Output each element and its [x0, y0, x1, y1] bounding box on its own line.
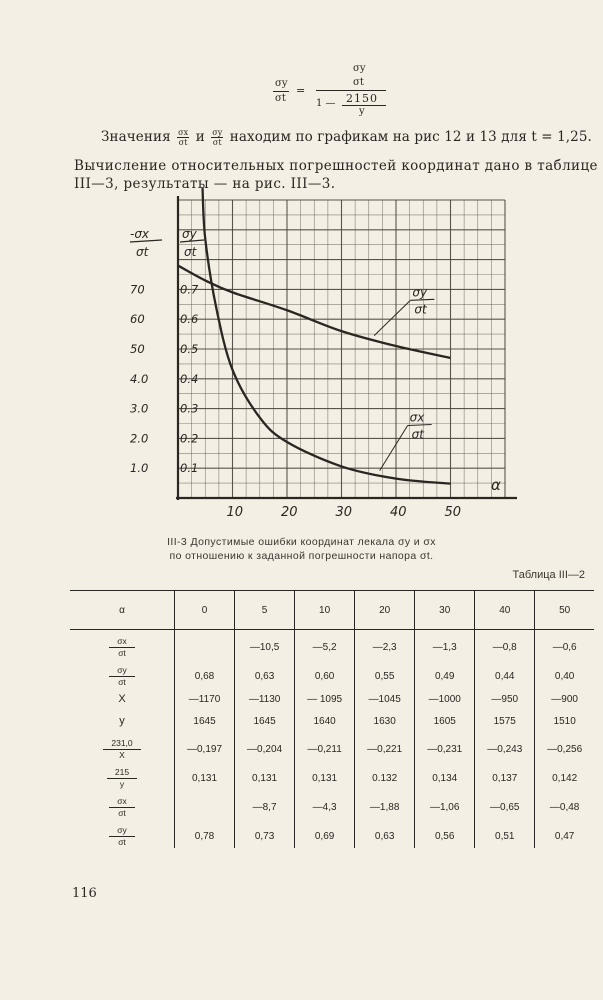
- row-header-fraction: [109, 796, 135, 819]
- table-cell: 0,69: [295, 819, 355, 848]
- series-label-x-leader: [380, 426, 408, 471]
- table-cell: —1045: [355, 688, 415, 710]
- table-row: [70, 688, 594, 710]
- table-cell: 0,49: [415, 659, 475, 688]
- table-cell: —0,204: [235, 732, 295, 761]
- table-cell: 0,131: [175, 761, 235, 790]
- table-cell: —0,243: [475, 732, 535, 761]
- y-tick-label-inner: 0.7: [180, 282, 199, 297]
- y-label-inner-num: σy: [182, 227, 197, 241]
- table-cell: —1,06: [415, 790, 475, 819]
- page-number: 116: [72, 886, 97, 901]
- series-label-y-den: σt: [414, 302, 427, 317]
- y-tick-label-outer: 60: [130, 312, 145, 327]
- y-tick-label-inner: 0.5: [180, 342, 199, 356]
- row-header: [70, 630, 175, 660]
- row-header: [70, 659, 175, 688]
- table-cell: —0,221: [355, 732, 415, 761]
- row-header-den: y: [119, 779, 125, 789]
- table-cell: 0,60: [295, 659, 355, 688]
- table-label: Таблица III—2: [512, 569, 585, 581]
- y-tick-label-inner: 0.3: [180, 401, 199, 416]
- formula-inner-den: y: [359, 106, 365, 117]
- table-row: [70, 732, 594, 761]
- table-cell: 1575: [475, 710, 535, 732]
- table-cell: —2,3: [355, 630, 415, 660]
- chart-axes: [176, 196, 517, 500]
- formula-main-bar: [316, 90, 386, 91]
- text-line-1-start: Значения: [101, 129, 171, 145]
- y-tick-label-outer: 3.0: [130, 401, 149, 416]
- row-header: [70, 790, 175, 819]
- table-cell: —0,231: [415, 732, 475, 761]
- header-alpha: α: [70, 591, 175, 630]
- table-cell: —0,211: [295, 732, 355, 761]
- table-row: [70, 659, 594, 688]
- table-cell: 0,131: [235, 761, 295, 790]
- header-col-1: 5: [235, 591, 295, 630]
- row-header-fraction: [103, 738, 140, 761]
- table-cell: —0,256: [535, 732, 594, 761]
- table-cell: 1645: [175, 710, 235, 732]
- inline-fraction-x: $\frac{\sigma x}{\sigma t}$: [178, 128, 189, 147]
- table-cell: 1510: [535, 710, 594, 732]
- y-tick-label-inner: 0.1: [180, 461, 199, 476]
- table-cell: 0,78: [175, 819, 235, 848]
- x-tick-label: 30: [335, 505, 353, 520]
- header-col-0: 0: [175, 591, 235, 630]
- header-col-4: 30: [415, 591, 475, 630]
- y-tick-label-outer: 4.0: [130, 371, 149, 386]
- table-cell: 0,63: [355, 819, 415, 848]
- table-body: [70, 630, 594, 849]
- figure-caption-line-1: III-3 Допустимые ошибки координат лекала σy и σx: [167, 536, 436, 548]
- table-cell: —0,65: [475, 790, 535, 819]
- table-cell: 0,137: [475, 761, 535, 790]
- inline-fraction-y: $\frac{\sigma y}{\sigma t}$: [212, 128, 223, 147]
- row-header-den: σt: [118, 808, 126, 818]
- y-tick-label-outer: 70: [130, 282, 145, 297]
- y-tick-label-outer: 1.0: [130, 461, 149, 476]
- table-cell: 1645: [235, 710, 295, 732]
- row-header-num: σx: [109, 636, 135, 648]
- header-col-6: 50: [535, 591, 594, 630]
- table-cell: —0,197: [175, 732, 235, 761]
- header-col-3: 20: [355, 591, 415, 630]
- table-cell: 1630: [355, 710, 415, 732]
- table-row: [70, 819, 594, 848]
- row-header: [70, 732, 175, 761]
- y-tick-label-inner: 0.6: [180, 312, 199, 327]
- formula-inner-num: 2150: [346, 92, 378, 105]
- table-cell: —5,2: [295, 630, 355, 660]
- row-header-num: σy: [109, 825, 135, 837]
- row-header-fraction: [109, 636, 135, 659]
- header-col-2: 10: [295, 591, 355, 630]
- table-cell: —1000: [415, 688, 475, 710]
- x-tick-label: 40: [390, 505, 407, 520]
- row-header-den: σt: [118, 648, 126, 658]
- table-cell: —0,6: [535, 630, 594, 660]
- error-chart: [130, 188, 530, 528]
- table-cell: —10,5: [235, 630, 295, 660]
- series-label-x-bar: [408, 425, 432, 426]
- y-label-outer-den: σt: [136, 245, 149, 259]
- table-cell: 0,131: [295, 761, 355, 790]
- table-cell: —4,3: [295, 790, 355, 819]
- y-tick-label-outer: 2.0: [130, 431, 149, 446]
- row-header: [70, 819, 175, 848]
- row-header-num: 215: [107, 767, 137, 779]
- table-row: [70, 710, 594, 732]
- row-header-den: σt: [118, 837, 126, 847]
- y-tick-label-outer: 50: [130, 342, 145, 356]
- table-cell: 0,134: [415, 761, 475, 790]
- formula-equals: =: [296, 84, 306, 97]
- formula-left-den: σt: [275, 93, 286, 104]
- row-header: [70, 761, 175, 790]
- y-label-outer-num: -σx: [130, 227, 150, 241]
- table-cell: 0,68: [175, 659, 235, 688]
- table-cell: 0,56: [415, 819, 475, 848]
- row-header-den: X: [119, 750, 125, 760]
- table-header-row: [70, 591, 594, 630]
- x-tick-label: 50: [444, 505, 462, 520]
- table-cell: —1,3: [415, 630, 475, 660]
- row-header-num: σy: [109, 665, 135, 677]
- chart-grid: [178, 200, 505, 498]
- text-and: и: [195, 129, 205, 145]
- table-cell: 0,47: [535, 819, 594, 848]
- formula-left-bar: [273, 91, 289, 92]
- series-label-x-num: σx: [409, 410, 425, 425]
- row-header-fraction: [107, 767, 137, 790]
- figure-caption-line-2: по отношению к заданной погрешности напора σt.: [169, 550, 434, 562]
- table-cell: —1130: [235, 688, 295, 710]
- table-cell: —900: [535, 688, 594, 710]
- row-header-den: σt: [118, 677, 126, 687]
- table-cell: 0,51: [475, 819, 535, 848]
- table-cell: 0.132: [355, 761, 415, 790]
- x-tick-label: 10: [226, 505, 244, 520]
- x-axis-label: α: [491, 476, 501, 494]
- row-header: y: [119, 715, 125, 727]
- header-col-5: 40: [475, 591, 535, 630]
- series-label-y-leader: [374, 300, 410, 335]
- table-row: [70, 790, 594, 819]
- table-cell: —0,8: [475, 630, 535, 660]
- row-header-num: σx: [109, 796, 135, 808]
- x-tick-label: 20: [281, 505, 298, 520]
- table-cell: —1170: [175, 688, 235, 710]
- table-cell: —0,48: [535, 790, 594, 819]
- row-header-num: 231,0: [103, 738, 140, 750]
- table-row: [70, 761, 594, 790]
- table-cell: —1,88: [355, 790, 415, 819]
- formula: [262, 60, 402, 116]
- table-cell: [175, 790, 235, 819]
- y-tick-label-inner: 0.4: [180, 371, 199, 386]
- table-cell: —950: [475, 688, 535, 710]
- row-header-fraction: [109, 665, 135, 688]
- table-cell: —8,7: [235, 790, 295, 819]
- text-line-1-end: находим по графикам на рис 12 и 13 для t = 1,25.: [229, 129, 592, 145]
- series-label-x-den: σt: [411, 427, 424, 442]
- formula-right-num-top: σy: [353, 63, 366, 74]
- table-cell: 0,55: [355, 659, 415, 688]
- formula-left-num: σy: [275, 78, 288, 89]
- y-tick-label-inner: 0.2: [180, 431, 199, 446]
- table-cell: 0,63: [235, 659, 295, 688]
- text-line-2: Вычисление относительных погрешностей координат дано в таблице: [74, 158, 598, 174]
- y-label-inner-den: σt: [184, 245, 197, 259]
- table-cell: 0,73: [235, 819, 295, 848]
- table-cell: 0,40: [535, 659, 594, 688]
- table-cell: 0,44: [475, 659, 535, 688]
- table-cell: [175, 630, 235, 660]
- formula-one-minus: 1 —: [316, 98, 336, 109]
- table-cell: 1605: [415, 710, 475, 732]
- row-header-fraction: [109, 825, 135, 848]
- formula-right-num-bottom: σt: [353, 77, 364, 88]
- data-table: [70, 590, 594, 848]
- table-cell: 1640: [295, 710, 355, 732]
- table-cell: — 1095: [295, 688, 355, 710]
- series-label-y-bar: [410, 299, 434, 300]
- table-row: [70, 630, 594, 660]
- row-header: X: [118, 693, 126, 705]
- text-line-3: III—3, результаты — на рис. III—3.: [74, 176, 336, 192]
- text-line-1: [101, 128, 592, 147]
- series-label-y-num: σy: [412, 285, 428, 300]
- table-cell: 0,142: [535, 761, 594, 790]
